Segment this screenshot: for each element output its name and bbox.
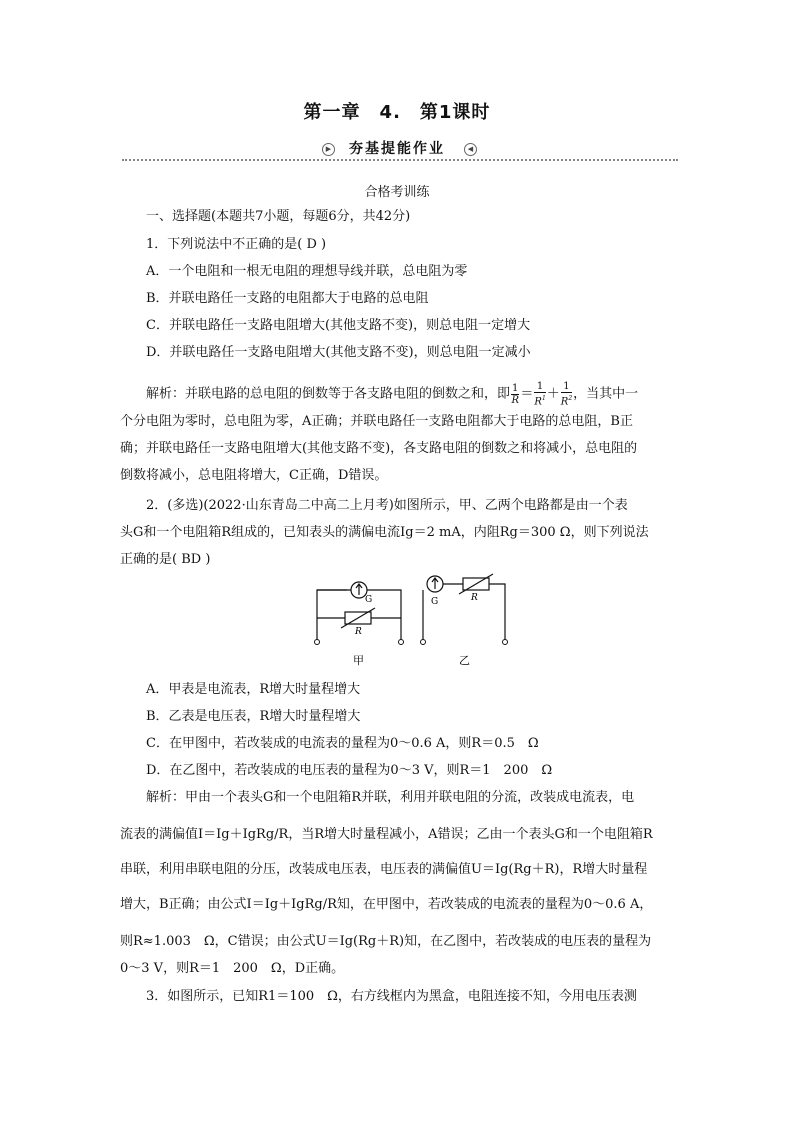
- fraction: $\frac{1}{R^2}$: [560, 381, 573, 408]
- q1-analysis-line: 确；并联电路任一支路电阻增大(其他支路不变)，各支路电阻的倒数之和将减小，总电阻的: [120, 441, 638, 456]
- q2-analysis-line: 串联，利用串联电阻的分压，改装成电压表，电压表的满偏值U＝Ig(Rg＋R)，R增大时量程: [120, 862, 648, 877]
- jia-caption: 甲: [353, 654, 364, 667]
- terminal: [315, 640, 320, 645]
- q1-option-b: B．并联电路任一支路的电阻都大于电路的总电阻: [146, 291, 429, 306]
- q1-analysis-line: 个分电阻为零时，总电阻为零，A正确；并联电路任一支路电阻都大于电路的总电阻，B正: [120, 414, 633, 429]
- q2-option-d: D．在乙图中，若改装成的电压表的量程为0～3 V，则R＝1 200 Ω: [146, 763, 553, 778]
- banner-title: 夯基提能作业: [349, 141, 445, 157]
- mc-header: 一、选择题(本题共7小题，每题6分，共42分): [146, 209, 411, 224]
- section-heading: 合格考训练: [364, 185, 430, 200]
- terminal: [503, 640, 508, 645]
- q2-stem-line: 2．(多选)(2022·山东青岛二中高二上月考)如图所示，甲、乙两个电路都是由一个表: [146, 498, 628, 513]
- q2-option-b: B．乙表是电压表，R增大时量程增大: [146, 709, 361, 724]
- jia-r-label: R: [355, 627, 362, 637]
- left-arrow-icon: ◀: [464, 143, 477, 156]
- q2-analysis-line: 0～3 V，则R＝1 200 Ω，D正确。: [120, 961, 345, 976]
- q1-option-d: D．并联电路任一支路电阻增大(其他支路不变)，则总电阻一定减小: [146, 345, 531, 360]
- yi-r-label: R: [471, 593, 478, 603]
- q2-analysis-line: 则R≈1.003 Ω，C错误；由公式U＝Ig(Rg＋R)知，在乙图中，若改装成的电压表的量程为: [120, 934, 652, 949]
- jia-variable-arrow: [341, 608, 375, 628]
- q1-analysis-line: 倒数将减小，总电阻将增大，C正确，D错误。: [120, 468, 388, 483]
- yi-variable-arrow: [459, 574, 493, 594]
- divider: [122, 159, 678, 161]
- yi-caption: 乙: [459, 654, 470, 667]
- fraction: $\frac{1}{R}$: [511, 382, 519, 406]
- q1-analysis-first: 解析：并联电路的总电阻的倒数等于各支路电阻的倒数之和，即 $\frac{1}{R}$ ＝ $\frac{1}{R^1}$ ＋ $\frac{1}{R^2}$ ，当其中一: [146, 381, 639, 408]
- q2-stem-line: 头G和一个电阻箱R组成的，已知表头的满偏电流Ig＝2 mA，内阻Rg＝300 Ω，则下列说法: [120, 525, 649, 540]
- q1-stem: 1．下列说法中不正确的是( D ): [146, 237, 327, 252]
- q3-stem: 3．如图所示，已知R1＝100 Ω，右方线框内为黑盒，电阻连接不知，今用电压表测: [146, 989, 637, 1004]
- page-title: 第一章 4. 第1课时: [303, 102, 491, 123]
- fraction: $\frac{1}{R^1}$: [534, 381, 546, 408]
- q2-option-a: A．甲表是电流表，R增大时量程增大: [146, 682, 361, 697]
- terminal: [421, 640, 426, 645]
- q2-option-c: C．在甲图中，若改装成的电流表的量程为0～0.6 A，则R＝0.5 Ω: [146, 736, 539, 751]
- yi-g-label: G: [431, 597, 439, 607]
- jia-g-label: G: [365, 595, 373, 605]
- circuit-figure: [305, 572, 525, 672]
- yi-wire: [489, 584, 505, 640]
- q2-analysis-line: 增大，B正确；由公式I＝Ig＋IgRg/R知，在甲图中，若改装成的电流表的量程为0～0.6 A，: [120, 897, 653, 912]
- q2-analysis-line: 流表的满偏值I＝Ig＋IgRg/R，当R增大时量程减小，A错误；乙由一个表头G和一个电阻箱R: [120, 827, 653, 842]
- right-arrow-icon: ▶: [322, 143, 335, 156]
- q1-option-c: C．并联电路任一支路电阻增大(其他支路不变)，则总电阻一定增大: [146, 318, 531, 333]
- q1-analysis-pre: 解析：并联电路的总电阻的倒数等于各支路电阻的倒数之和，即: [146, 386, 511, 402]
- q1-option-a: A．一个电阻和一根无电阻的理想导线并联，总电阻为零: [146, 264, 468, 279]
- q1-analysis-post: ，当其中一: [573, 386, 639, 402]
- q2-analysis-line: 解析：甲由一个表头G和一个电阻箱R并联，利用并联电阻的分流，改装成电流表，电: [146, 790, 635, 805]
- terminal: [399, 640, 404, 645]
- q2-stem-line: 正确的是( BD ): [120, 552, 211, 567]
